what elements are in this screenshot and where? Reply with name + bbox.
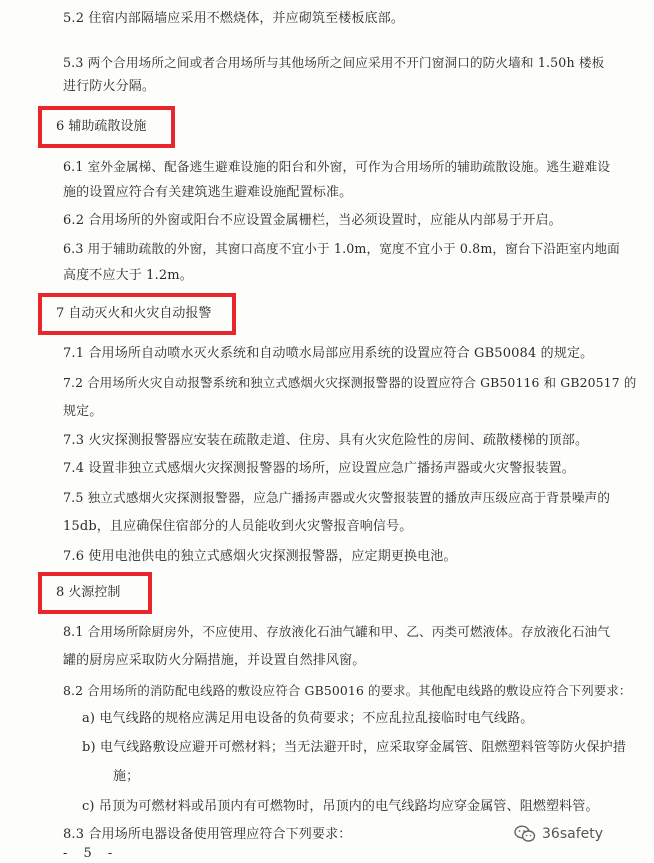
clause-6-1: 6.1 室外金属梯、配备逃生避难设施的阳台和外窗，可作为合用场所的辅助疏散设施。逃生避难设 — [63, 159, 611, 174]
wechat-icon — [514, 825, 536, 843]
clause-5-2: 5.2 住宿内部隔墙应采用不燃烧体，并应砌筑至楼板底部。 — [63, 11, 405, 26]
clause-7-5-cont: 15db，且应确保住宿部分的人员能收到火灾警报音响信号。 — [63, 519, 413, 534]
clause-6-3: 6.3 用于辅助疏散的外窗，其窗口高度不宜小于 1.0m，宽度不宜小于 0.8m，窗台下沿距室内地面 — [63, 241, 620, 256]
clause-8-1: 8.1 合用场所除厨房外，不应使用、存放液化石油气罐和甲、乙、丙类可燃液体。存放液化石油气 — [63, 624, 611, 639]
clause-7-4: 7.4 设置非独立式感烟火灾探测报警器的场所，应设置应急广播扬声器或火灾警报装置。 — [63, 461, 575, 476]
clause-8-2-c: c) 吊顶为可燃材料或吊顶内有可燃物时，吊顶内的电气线路均应穿金属管、阻燃塑料管。 — [82, 799, 599, 814]
clause-7-5: 7.5 独立式感烟火灾探测报警器，应急广播扬声器或火灾警报装置的播放声压级应高于背景噪声的 — [63, 490, 611, 505]
clause-8-1-cont: 罐的厨房应采取防火分隔措施，并设置自然排风窗。 — [63, 653, 366, 668]
clause-7-1: 7.1 合用场所自动喷水灭火系统和自动喷水局部应用系统的设置应符合 GB50084 的规定。 — [63, 346, 594, 361]
clause-7-6: 7.6 使用电池供电的独立式感烟火灾探测报警器，应定期更换电池。 — [63, 549, 457, 564]
clause-6-2: 6.2 合用场所的外窗或阳台不应设置金属栅栏，当必须设置时，应能从内部易于开启。 — [63, 213, 562, 228]
section-7-heading: 7 自动灭火和火灾自动报警 — [56, 306, 212, 321]
section-8-heading: 8 火源控制 — [56, 585, 121, 600]
watermark — [514, 825, 603, 843]
clause-5-3-cont: 进行防火分隔。 — [63, 79, 156, 94]
clause-5-3: 5.3 两个合用场所之间或者合用场所与其他场所之间应采用不开门窗洞口的防火墙和 1.50h 楼板 — [63, 55, 605, 70]
clause-8-2-b: b) 电气线路敷设应避开可燃材料；当无法避开时，应采取穿金属管、阻燃塑料管等防火保护措 — [82, 740, 626, 755]
clause-7-2: 7.2 合用场所火灾自动报警系统和独立式感烟火灾探测报警器的设置应符合 GB50116 和 GB20517 的 — [63, 375, 637, 390]
clause-7-3: 7.3 火灾探测报警器应安装在疏散走道、住房、具有火灾危险性的房间、疏散楼梯的顶部。 — [63, 433, 589, 448]
clause-6-3-cont: 高度不应大于 1.2m。 — [63, 268, 193, 283]
watermark-text: 36safety — [542, 826, 604, 842]
clause-7-2-cont: 规定。 — [63, 404, 103, 419]
page-number: - 5 - — [63, 846, 119, 861]
clause-6-1-cont: 施的设置应符合有关建筑逃生避难设施配置标准。 — [63, 185, 353, 200]
clause-8-2-a: a) 电气线路的规格应满足用电设备的负荷要求；不应乱拉乱接临时电气线路。 — [82, 711, 534, 726]
clause-8-2-b-cont: 施； — [113, 769, 140, 784]
section-6-heading: 6 辅助疏散设施 — [56, 119, 147, 134]
clause-8-2: 8.2 合用场所的消防配电线路的敷设应符合 GB50016 的要求。其他配电线路的敷设应符合下列要求： — [63, 683, 632, 698]
clause-8-3: 8.3 合用场所电器设备使用管理应符合下列要求： — [63, 827, 352, 842]
